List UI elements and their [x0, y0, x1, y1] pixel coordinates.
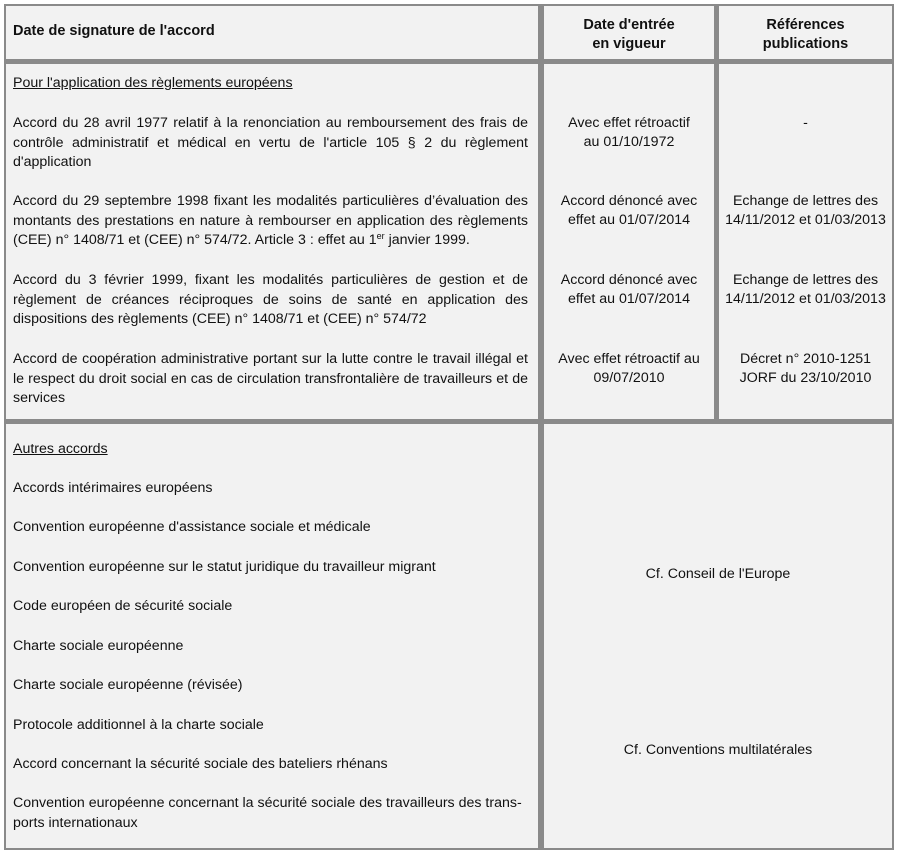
section1-date-column — [544, 64, 714, 419]
header-date-signature: Date de signature de l'accord — [13, 23, 215, 39]
header-references-line1: Références — [766, 17, 845, 33]
agreement-1998-date-line1: Accord dénoncé avec — [560, 193, 698, 209]
section2-title: Autres accords — [13, 441, 108, 457]
list-item-last-line1: Convention européenne concernant la sécurité sociale des travailleurs des trans- — [13, 795, 522, 811]
list-item: Protocole additionnel à la charte sociale — [13, 717, 264, 733]
header-cell-references — [719, 6, 892, 59]
agreement-1999-ref-line1: Echange de lettres des — [732, 272, 879, 288]
section1-reference-column — [719, 64, 892, 419]
agreement-1999-date-line2: effet au 01/07/2014 — [567, 291, 691, 307]
list-item: Accords intérimaires européens — [13, 480, 213, 496]
ref-council-of-europe: Cf. Conseil de l'Europe — [645, 566, 791, 582]
agreement-cooperation-date-line2: 09/07/2010 — [593, 370, 665, 386]
agreement-cooperation-ref-line1: Décret n° 2010-1251 — [739, 351, 872, 367]
header-date-entree-line2: en vigueur — [592, 36, 666, 52]
agreement-1977-ref-line1: - — [803, 115, 808, 131]
header-cell-date-signature — [6, 6, 538, 59]
agreement-cooperation-date-line1: Avec effet rétroactif au — [558, 351, 700, 367]
agreement-1998-ref-line1: Echange de lettres des — [732, 193, 879, 209]
header-cell-date-entree — [544, 6, 714, 59]
agreement-1998-ref-line2: 14/11/2012 et 01/03/2013 — [725, 212, 886, 228]
agreement-1977-text: Accord du 28 avril 1977 relatif à la renonciation au remboursement des frais de contrôle administratif et médical en vertu de l'article 105 § 2 du règlement d'application — [13, 115, 528, 170]
list-item: Convention européenne d'assistance sociale et médicale — [13, 519, 371, 535]
agreement-1977-date-line2: au 01/10/1972 — [583, 134, 675, 150]
agreement-1998-text-tail: janvier 1999. — [384, 232, 470, 248]
list-item: Code européen de sécurité sociale — [13, 598, 233, 614]
list-item-last-line2: ports internationaux — [13, 815, 138, 831]
agreement-1999-date-line1: Accord dénoncé avec — [560, 272, 698, 288]
agreement-cooperation-text: Accord de coopération administrative portant sur la lutte contre le travail illégal et le respect du droit social en cas de circulation transfrontalière de travailleurs et de services — [13, 351, 528, 406]
agreement-cooperation-ref-line2: JORF du 23/10/2010 — [739, 370, 872, 386]
section2-reference-column — [544, 424, 892, 848]
list-item: Charte sociale européenne — [13, 638, 184, 654]
section1-title: Pour l'application des règlements européens — [13, 75, 293, 91]
agreement-1998-date-line2: effet au 01/07/2014 — [567, 212, 691, 228]
list-item: Accord concernant la sécurité sociale des bateliers rhénans — [13, 756, 388, 772]
header-date-entree-line1: Date d'entrée — [583, 17, 675, 33]
agreement-1998-text — [13, 192, 528, 251]
agreement-1999-text: Accord du 3 février 1999, fixant les modalités particulières de gestion et de règlement de créances réciproques de soins de santé en application des dispositions des règlements (CEE) n° 1408/71 et (CEE) n° 574/72 — [13, 272, 528, 327]
list-item: Convention européenne sur le statut juridique du travailleur migrant — [13, 559, 436, 575]
agreement-1977-date-line1: Avec effet rétroactif — [568, 115, 690, 131]
agreement-1998-text-main: Accord du 29 septembre 1998 fixant les modalités particulières d’évaluation des montants des prestations en nature à rembourser en application des règlements (CEE) n° 1408/71 et (CEE) n° 574/72. Article 3 : effet au 1 — [13, 193, 528, 248]
agreement-1998-text-sup: er — [376, 231, 385, 241]
header-references-line2: publications — [762, 36, 849, 52]
agreement-1999-ref-line2: 14/11/2012 et 01/03/2013 — [725, 291, 886, 307]
ref-multilateral-conventions: Cf. Conventions multilatérales — [623, 742, 813, 758]
list-item: Charte sociale européenne (révisée) — [13, 677, 243, 693]
section2-text-column — [6, 424, 538, 848]
section1-text-column — [6, 64, 538, 419]
